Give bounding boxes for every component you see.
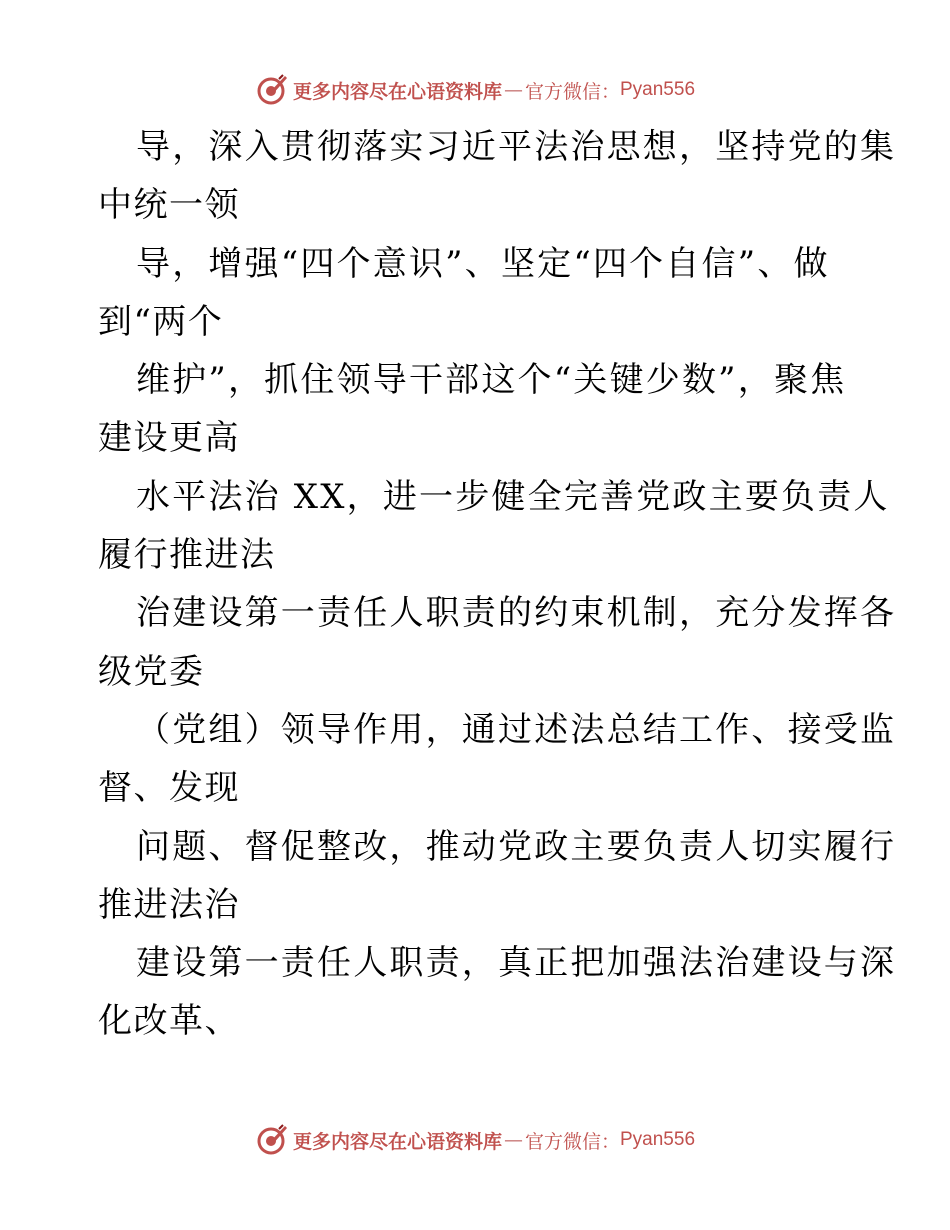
text-line: 化改革、	[98, 1001, 240, 1042]
text-line: 导，增强“四个意识”、坚定“四个自信”、做	[136, 243, 830, 284]
watermark-wechat-label: 官方微信：	[524, 80, 620, 103]
text-line: 维护”，抓住领导干部这个“关键少数”，聚焦	[136, 360, 847, 401]
text-line: 问题、督促整改，推动党政主要负责人切实履行	[136, 826, 897, 867]
watermark-wechat-label: 官方微信：	[524, 1130, 620, 1153]
watermark-brand-text: 更多内容尽在心语资料库	[292, 80, 502, 103]
watermark-separator: —	[503, 79, 523, 101]
text-line: 建设更高	[98, 418, 240, 459]
text-line: 建设第一责任人职责，真正把加强法治建设与深	[136, 943, 897, 984]
text-line: 到“两个	[98, 301, 224, 342]
document-body	[98, 118, 897, 1051]
text-line: 督、发现	[98, 768, 240, 809]
text-line: 履行推进法	[98, 535, 276, 576]
watermark-separator: —	[503, 1129, 523, 1151]
text-line: 推进法治	[98, 884, 240, 925]
text-line: 级党委	[98, 651, 205, 692]
watermark-brand-text: 更多内容尽在心语资料库	[292, 1130, 502, 1153]
text-line: 治建设第一责任人职责的约束机制，充分发挥各	[136, 593, 897, 634]
header-watermark	[0, 70, 950, 110]
text-line: 中统一领	[98, 185, 240, 226]
quill-logo-icon	[255, 73, 289, 107]
quill-logo-icon	[255, 1123, 289, 1157]
text-line: 导，深入贯彻落实习近平法治思想，坚持党的集	[136, 127, 897, 167]
text-line: 水平法治 XX，进一步健全完善党政主要负责人	[136, 476, 890, 517]
watermark-wechat-id: Pyan556	[620, 79, 696, 100]
text-line: （党组）领导作用，通过述法总结工作、接受监	[136, 709, 897, 750]
watermark-wechat-id: Pyan556	[620, 1129, 696, 1150]
footer-watermark	[0, 1120, 950, 1160]
